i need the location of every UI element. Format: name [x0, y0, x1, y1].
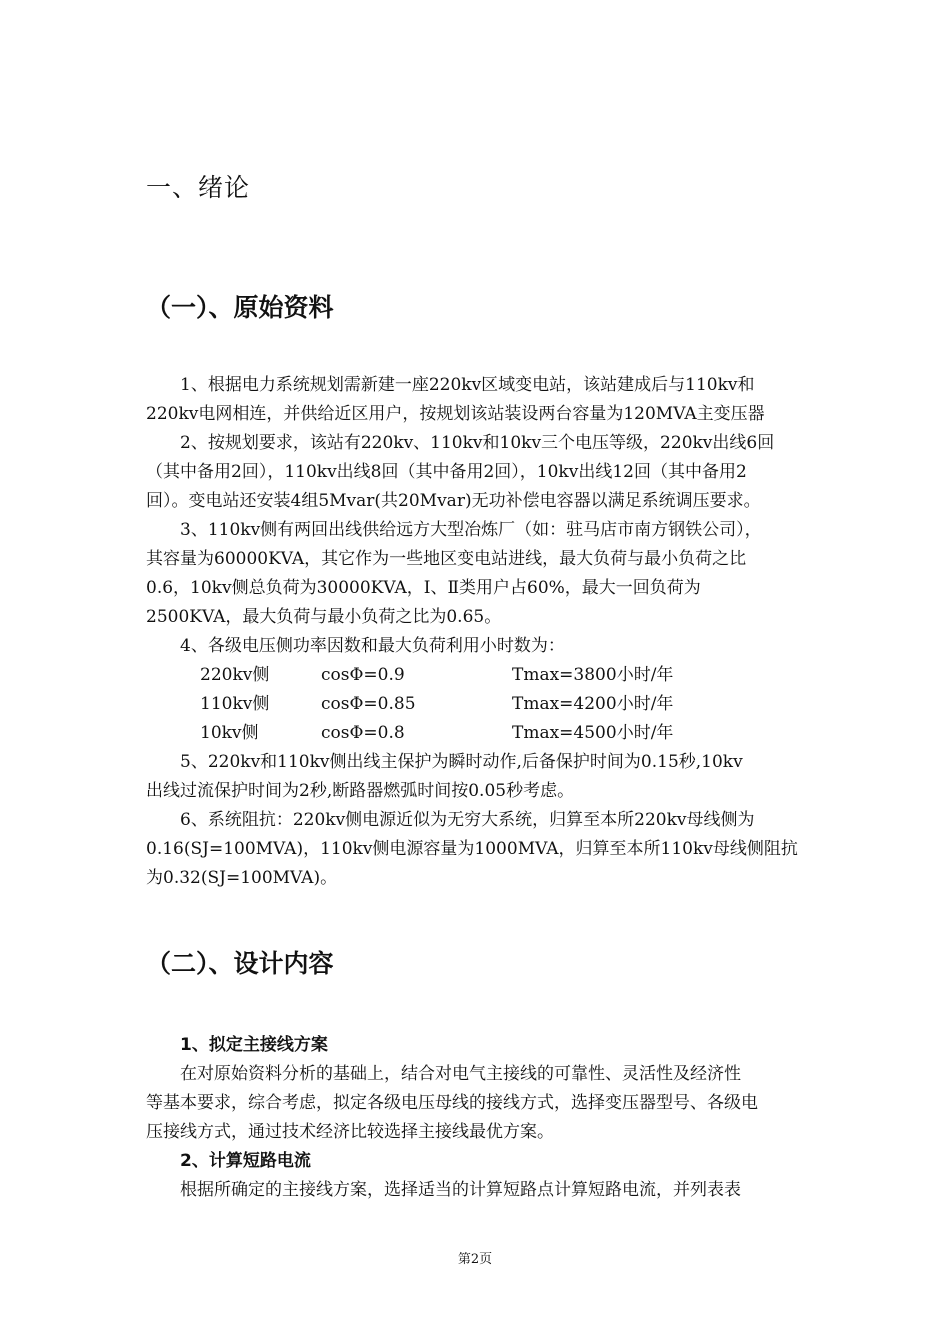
paragraph-line: 压接线方式，通过技术经济比较选择主接线最优方案。	[146, 1122, 554, 1142]
voltage-side: 110kv侧	[200, 694, 270, 714]
paragraph-line: 2500KVA，最大负荷与最小负荷之比为0.65。	[146, 607, 502, 627]
chapter-heading: 一、绪论	[146, 173, 251, 202]
paragraph-line: 1、根据电力系统规划需新建一座220kv区域变电站，该站建成后与110kv和	[180, 375, 755, 395]
paragraph-line: 等基本要求，综合考虑，拟定各级电压母线的接线方式，选择变压器型号、各级电	[146, 1093, 758, 1113]
paragraph-line: 5、220kv和110kv侧出线主保护为瞬时动作,后备保护时间为0.15秒,10kv	[180, 752, 743, 772]
power-factor: cosΦ=0.9	[321, 665, 405, 685]
power-factor: cosΦ=0.8	[321, 723, 405, 743]
paragraph-line: 4、各级电压侧功率因数和最大负荷利用小时数为：	[180, 636, 565, 656]
paragraph-line: 出线过流保护时间为2秒,断路器燃弧时间按0.05秒考虑。	[146, 781, 575, 801]
paragraph-line: 3、110kv侧有两回出线供给远方大型冶炼厂（如：驻马店市南方钢铁公司），	[180, 520, 762, 540]
tmax-value: Tmax=4200小时/年	[512, 694, 674, 714]
paragraph-line: 0.16(SJ=100MVA)，110kv侧电源容量为1000MVA，归算至本所110kv母线侧阻抗	[146, 839, 798, 859]
paragraph-line: （其中备用2回），110kv出线8回（其中备用2回），10kv出线12回（其中备用2	[146, 462, 747, 482]
tmax-value: Tmax=3800小时/年	[512, 665, 674, 685]
paragraph-line: 其容量为60000KVA，其它作为一些地区变电站进线，最大负荷与最小负荷之比	[146, 549, 747, 569]
section-heading-design-content: （二）、设计内容	[146, 949, 334, 978]
tmax-value: Tmax=4500小时/年	[512, 723, 674, 743]
table-row	[200, 690, 673, 719]
section-heading-original-data: （一）、原始资料	[146, 293, 334, 322]
voltage-side: 10kv侧	[200, 723, 259, 743]
paragraph-line: 6、系统阻抗：220kv侧电源近似为无穷大系统，归算至本所220kv母线侧为	[180, 810, 755, 830]
table-row	[200, 661, 673, 690]
power-factor: cosΦ=0.85	[321, 694, 416, 714]
voltage-side: 220kv侧	[200, 665, 270, 685]
paragraph-line: 0.6，10kv侧总负荷为30000KVA，Ⅰ、Ⅱ类用户占60%，最大一回负荷为	[146, 578, 701, 598]
subsection-heading: 2、计算短路电流	[180, 1151, 311, 1171]
paragraph-line: 为0.32(SJ=100MVA)。	[146, 868, 338, 888]
table-row	[200, 719, 673, 748]
paragraph-line: 根据所确定的主接线方案，选择适当的计算短路点计算短路电流，并列表表	[180, 1180, 741, 1200]
paragraph-line: 回）。变电站还安装4组5Mvar(共20Mvar)无功补偿电容器以满足系统调压要求。	[146, 491, 761, 511]
paragraph-line: 在对原始资料分析的基础上，结合对电气主接线的可靠性、灵活性及经济性	[180, 1064, 741, 1084]
page-number: 第2页	[457, 1252, 493, 1267]
subsection-heading: 1、拟定主接线方案	[180, 1035, 328, 1055]
paragraph-line: 2、按规划要求，该站有220kv、110kv和10kv三个电压等级，220kv出线6回	[180, 433, 775, 453]
paragraph-line: 220kv电网相连，并供给近区用户，按规划该站装设两台容量为120MVA主变压器	[146, 404, 765, 424]
